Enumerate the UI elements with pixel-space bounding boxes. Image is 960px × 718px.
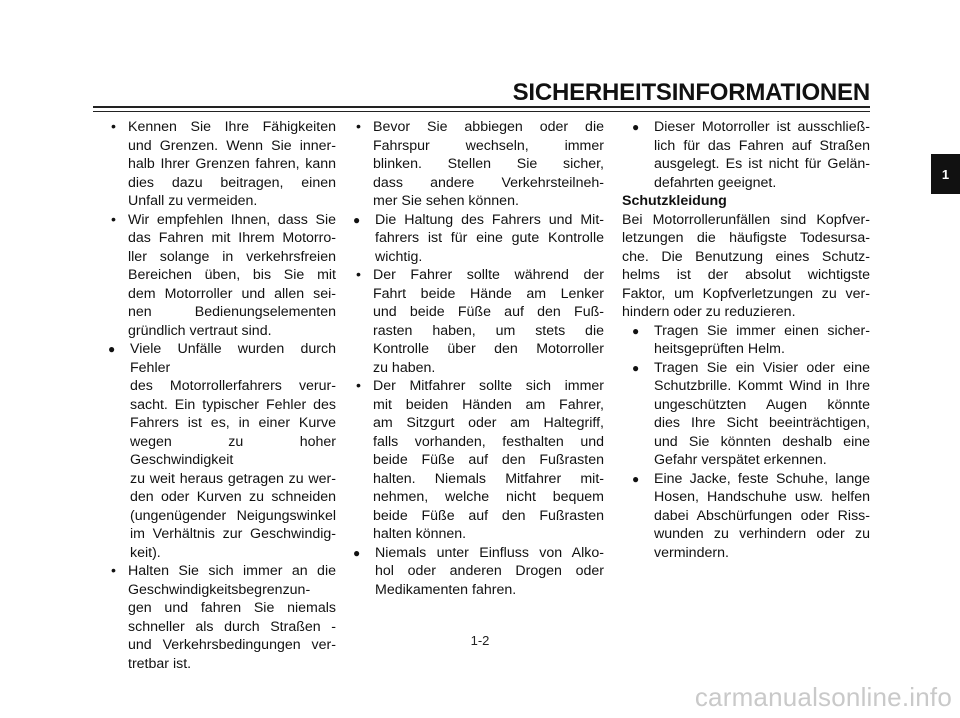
bullet-item <box>632 322 870 359</box>
text-line: Faktor, um Kopfverletzungen zu ver- <box>622 285 870 302</box>
text-line: schneller als durch Straßen - <box>128 618 336 635</box>
page-number: 1-2 <box>470 633 490 648</box>
sub-bullet-item <box>353 118 604 211</box>
text-line: mer Sie sehen können. <box>373 193 519 209</box>
text-line: fahrers ist für eine gute Kontrolle <box>375 230 604 246</box>
text-line: Hosen, Handschuhe usw. helfen <box>654 489 870 505</box>
text-line: wegen zu hoher Geschwindigkeit <box>130 433 336 468</box>
bullet-dot-icon: ● <box>353 212 361 227</box>
chapter-tab[interactable]: 1 <box>931 154 960 194</box>
text-line: des Motorrollerfahrers verur- <box>130 378 336 394</box>
text-line: Unfall zu vermeiden. <box>128 193 258 209</box>
section-title: SICHERHEITSINFORMATIONEN <box>512 79 870 106</box>
sub-bullet-item <box>353 377 604 544</box>
sub-bullet-dot-icon: • <box>356 119 361 135</box>
text-line: Schutzbrille. Kommt Wind in Ihre <box>654 378 870 394</box>
text-line: Bereichen üben, bis Sie mit <box>128 267 336 283</box>
text-line: Bei Motorrollerunfällen sind Kopfver- <box>622 211 870 228</box>
text-line: ausgelegt. Es ist nicht für Gelän- <box>654 156 870 172</box>
text-line: (ungenügender Neigungswinkel <box>130 507 336 524</box>
bullet-item <box>353 211 604 267</box>
text-line: Dieser Motorroller ist ausschließ- <box>654 119 870 135</box>
text-line: Tragen Sie immer einen sicher- <box>654 322 870 339</box>
section-header <box>505 78 870 108</box>
text-line: zu weit heraus getragen zu wer- <box>130 470 336 487</box>
text-line: helms ist der absolut wichtigste <box>622 267 870 283</box>
text-line: halten. Niemals Mitfahrer mit- <box>373 470 604 487</box>
sub-bullet-dot-icon: • <box>111 119 116 135</box>
text-line: Die Haltung des Fahrers und Mit- <box>375 211 604 228</box>
text-line: dies Ihre Sicht beeinträchtigen, <box>654 415 870 431</box>
text-line: vermindern. <box>654 544 729 561</box>
text-line: dabei Abschürfungen oder Riss- <box>654 507 870 524</box>
text-line: mit beiden Händen am Fahrer, <box>373 396 604 413</box>
text-line: falls vorhanden, festhalten und <box>373 433 604 450</box>
text-line: Fahrspur wechseln, immer <box>373 137 604 154</box>
sub-bullet-item <box>108 118 336 211</box>
text-line: beide Füße auf den Fußrasten <box>373 507 604 524</box>
text-line: Halten Sie sich immer an die <box>128 563 336 579</box>
bullet-dot-icon: ● <box>632 120 640 134</box>
text-line: und Sie könnten deshalb eine <box>654 433 870 450</box>
header-rule <box>93 106 870 112</box>
text-line: Kennen Sie Ihre Fähigkeiten <box>128 119 336 135</box>
text-line: Gefahr verspätet erkennen. <box>654 452 827 468</box>
text-line: ller solange in verkehrsfreien <box>128 248 336 265</box>
sub-bullet-dot-icon: • <box>356 378 361 394</box>
text-column-3 <box>622 118 870 562</box>
text-line: sacht. Ein typischer Fehler des <box>130 396 336 413</box>
text-line: halb Ihrer Grenzen fahren, kann <box>128 156 336 172</box>
text-line: blinken. Stellen Sie sicher, <box>373 156 604 172</box>
text-line: letzungen die häufigste Todesursa- <box>622 230 870 246</box>
text-line: gründlich vertraut sind. <box>128 322 272 339</box>
text-line: und Verkehrsbedingungen ver- <box>128 637 336 653</box>
text-line: hindern oder zu reduzieren. <box>622 304 796 320</box>
sub-bullet-dot-icon: • <box>111 563 116 579</box>
text-line: wunden zu verhindern oder zu <box>654 526 870 542</box>
text-line: ungeschützten Augen könnte <box>654 396 870 413</box>
sub-bullet-dot-icon: • <box>111 211 116 228</box>
sub-bullet-item <box>108 562 336 673</box>
text-line: Medikamenten fahren. <box>375 581 517 598</box>
bullet-dot-icon: ● <box>632 360 640 375</box>
sub-bullet-item <box>353 266 604 377</box>
text-line: zu haben. <box>373 359 436 376</box>
text-line: und beide Füße auf den Fuß- <box>373 304 604 320</box>
text-line: Fahrers ist es, in einer Kurve <box>130 415 336 431</box>
bullet-item <box>632 359 870 470</box>
paragraph <box>622 211 870 322</box>
bullet-dot-icon: ● <box>353 545 361 560</box>
text-line: Tragen Sie ein Visier oder eine <box>654 359 870 376</box>
text-line: che. Die Benutzung eines Schutz- <box>622 248 870 265</box>
text-line: nehmen, welche nicht bequem <box>373 489 604 505</box>
text-line: Kontrolle über den Motorroller <box>373 341 604 357</box>
text-line: dem Motorroller und allen sei- <box>128 285 336 302</box>
text-line: das Fahren mit Ihrem Motorro- <box>128 230 336 246</box>
text-line: heitsgeprüften Helm. <box>654 341 785 357</box>
text-line: lich für das Fahren auf Straßen <box>654 137 870 154</box>
text-line: beide Füße auf den Fußrasten <box>373 452 604 468</box>
text-line: Geschwindigkeitsbegrenzun- <box>128 581 311 598</box>
bullet-dot-icon: ● <box>108 342 116 356</box>
text-line: Wir empfehlen Ihnen, dass Sie <box>128 211 336 228</box>
text-line: Viele Unfälle wurden durch Fehler <box>130 341 336 376</box>
text-line: hol oder anderen Drogen oder <box>375 563 604 579</box>
text-line: den oder Kurven zu schneiden <box>130 489 336 505</box>
text-line: Niemals unter Einfluss von Alko- <box>375 544 604 561</box>
text-line: halten können. <box>373 526 467 542</box>
bullet-dot-icon: ● <box>632 471 640 486</box>
text-line: dies dazu beitragen, einen <box>128 174 336 191</box>
text-line: defahrten geeignet. <box>654 174 777 191</box>
text-line: nen Bedienungselementen <box>128 304 336 320</box>
bullet-item <box>632 470 870 563</box>
bullet-dot-icon: ● <box>632 323 640 338</box>
text-column-1 <box>108 118 336 673</box>
text-line: am Sitzgurt oder am Haltegriff, <box>373 415 604 431</box>
text-line: wichtig. <box>375 248 423 265</box>
text-line: Bevor Sie abbiegen oder die <box>373 119 604 135</box>
text-line: im Verhältnis zur Geschwindig- <box>130 526 336 542</box>
text-line: Fahrt beide Hände am Lenker <box>373 285 604 302</box>
watermark: carmanualsonline.info <box>694 682 952 712</box>
text-line: Eine Jacke, feste Schuhe, lange <box>654 470 870 487</box>
text-line: und Grenzen. Wenn Sie inner- <box>128 137 336 154</box>
text-line: Schutzkleidung <box>622 193 727 209</box>
text-line: rasten haben, um stets die <box>373 322 604 339</box>
bullet-item <box>108 340 336 562</box>
text-line: dass andere Verkehrsteilneh- <box>373 174 604 191</box>
section-heading <box>622 192 870 211</box>
text-line: tretbar ist. <box>128 655 192 672</box>
bullet-item <box>353 544 604 600</box>
text-line: keit). <box>130 544 161 561</box>
text-line: Der Fahrer sollte während der <box>373 267 604 283</box>
bullet-item <box>632 118 870 192</box>
text-line: gen und fahren Sie niemals <box>128 600 336 616</box>
sub-bullet-dot-icon: • <box>356 267 361 283</box>
sub-bullet-item <box>108 211 336 341</box>
text-line: Der Mitfahrer sollte sich immer <box>373 378 604 394</box>
text-column-2 <box>353 118 604 599</box>
